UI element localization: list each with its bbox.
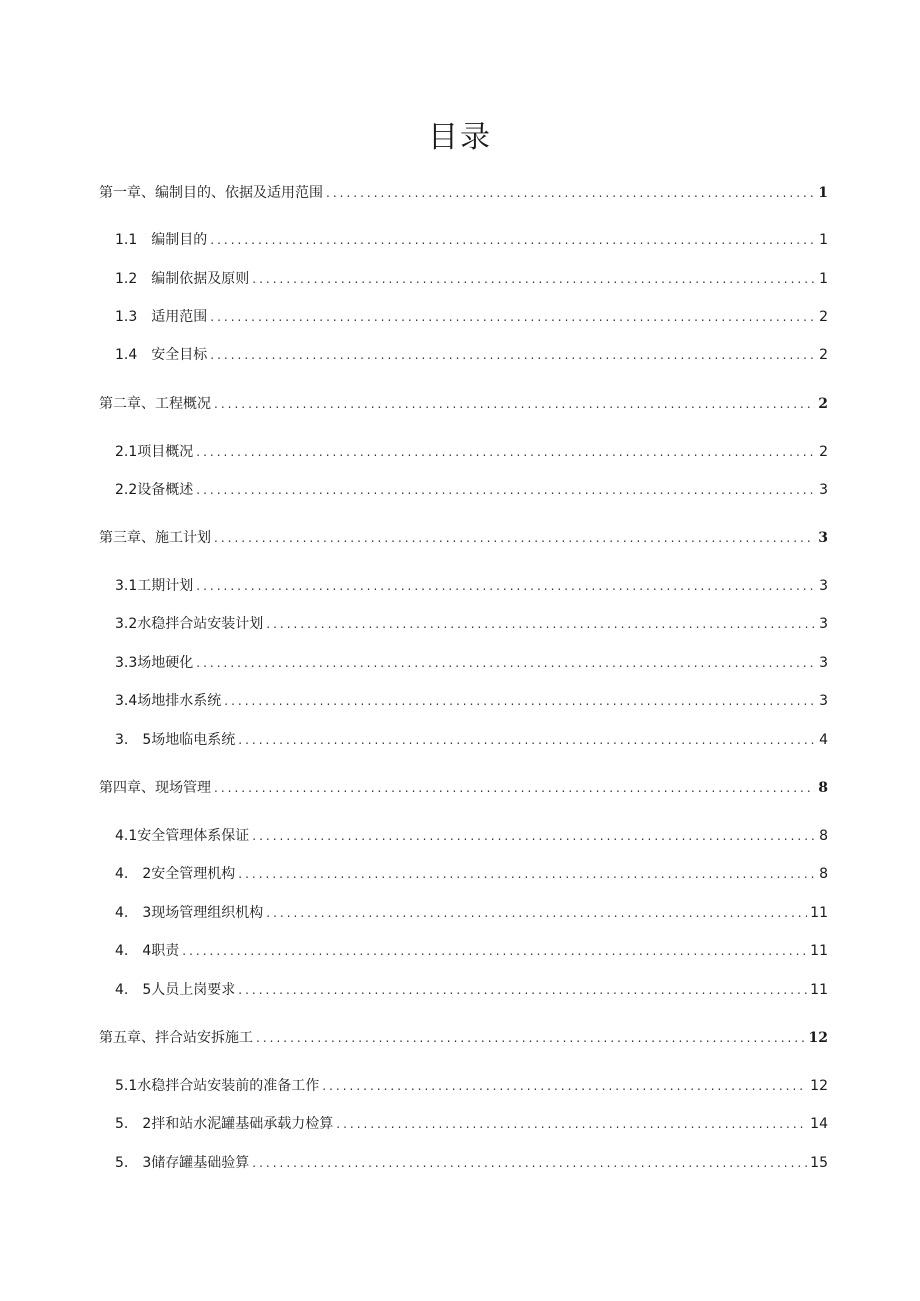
toc-entry-label: 1.2 编制依据及原则 bbox=[115, 271, 250, 287]
toc-entry-label: 第四章、现场管理 bbox=[99, 780, 211, 796]
toc-page-number: 14 bbox=[810, 1116, 828, 1132]
toc-page-number: 15 bbox=[810, 1155, 828, 1171]
toc-dot-leader bbox=[336, 1113, 807, 1135]
toc-page-number: 1 bbox=[819, 271, 828, 287]
toc-section[interactable] bbox=[115, 863, 828, 885]
toc-entry-label: 4.1安全管理体系保证 bbox=[115, 828, 250, 844]
toc-dot-leader bbox=[196, 652, 816, 674]
toc-section[interactable] bbox=[115, 575, 828, 597]
toc-dot-leader bbox=[224, 690, 816, 712]
toc-page-number: 11 bbox=[810, 943, 828, 959]
toc-entry-label: 4. 4职责 bbox=[115, 943, 180, 959]
toc-dot-leader bbox=[252, 825, 816, 847]
toc-entry-label: 第三章、施工计划 bbox=[99, 530, 211, 546]
toc-page-number: 8 bbox=[819, 828, 828, 844]
toc-entry-label: 3.4场地排水系统 bbox=[115, 693, 222, 709]
toc-section[interactable] bbox=[115, 825, 828, 847]
toc-section[interactable] bbox=[115, 652, 828, 674]
toc-section[interactable] bbox=[115, 613, 828, 635]
toc-section[interactable] bbox=[115, 729, 828, 751]
toc-page-number: 2 bbox=[819, 309, 828, 325]
toc-chapter[interactable] bbox=[99, 527, 828, 549]
toc-section[interactable] bbox=[115, 306, 828, 328]
toc-entry-label: 3.3场地硬化 bbox=[115, 655, 194, 671]
toc-entry-label: 2.2设备概述 bbox=[115, 482, 194, 498]
toc-page-number: 12 bbox=[810, 1078, 828, 1094]
toc-page-number: 3 bbox=[819, 616, 828, 632]
toc-dot-leader bbox=[256, 1027, 806, 1049]
toc-dot-leader bbox=[252, 1152, 807, 1174]
toc-entry-label: 2.1项目概况 bbox=[115, 444, 194, 460]
toc-dot-leader bbox=[210, 344, 816, 366]
toc-chapter[interactable] bbox=[99, 393, 828, 415]
toc-entry-label: 3. 5场地临电系统 bbox=[115, 732, 236, 748]
toc-page-number: 3 bbox=[818, 530, 828, 546]
toc-page-number: 8 bbox=[818, 780, 828, 796]
toc-dot-leader bbox=[238, 979, 807, 1001]
toc-dot-leader bbox=[238, 729, 816, 751]
toc-chapter[interactable] bbox=[99, 182, 828, 204]
toc-entry-label: 5. 3储存罐基础验算 bbox=[115, 1155, 250, 1171]
toc-dot-leader bbox=[326, 182, 815, 204]
toc-page-number: 3 bbox=[819, 482, 828, 498]
page-title: 目录 bbox=[428, 120, 492, 155]
toc-section[interactable] bbox=[115, 940, 828, 962]
toc-page-number: 4 bbox=[819, 732, 828, 748]
toc-dot-leader bbox=[210, 306, 816, 328]
toc-page-number: 1 bbox=[818, 185, 828, 201]
toc-entry-label: 第五章、拌合站安拆施工 bbox=[99, 1030, 253, 1046]
toc-page-number: 11 bbox=[810, 982, 828, 998]
toc-dot-leader bbox=[252, 268, 816, 290]
toc-page-number: 3 bbox=[819, 578, 828, 594]
toc-dot-leader bbox=[238, 863, 816, 885]
toc-entry-label: 3.1工期计划 bbox=[115, 578, 194, 594]
toc-page-number: 2 bbox=[819, 444, 828, 460]
toc-dot-leader bbox=[266, 613, 816, 635]
toc-entry-label: 第一章、编制目的、依据及适用范围 bbox=[99, 185, 323, 201]
toc-page-number: 11 bbox=[810, 905, 828, 921]
toc-section[interactable] bbox=[115, 268, 828, 290]
toc-dot-leader bbox=[214, 527, 815, 549]
toc-entry-label: 5. 2拌和站水泥罐基础承载力检算 bbox=[115, 1116, 334, 1132]
toc-entry-label: 4. 3现场管理组织机构 bbox=[115, 905, 264, 921]
toc-page-number: 8 bbox=[819, 866, 828, 882]
toc-entry-label: 5.1水稳拌合站安装前的准备工作 bbox=[115, 1078, 320, 1094]
toc-section[interactable] bbox=[115, 229, 828, 251]
toc-page-number: 3 bbox=[819, 693, 828, 709]
toc-entry-label: 3.2水稳拌合站安装计划 bbox=[115, 616, 264, 632]
toc-dot-leader bbox=[196, 441, 816, 463]
toc-dot-leader bbox=[196, 479, 816, 501]
toc-entry-label: 1.1 编制目的 bbox=[115, 232, 208, 248]
toc-section[interactable] bbox=[115, 1075, 828, 1097]
toc-section[interactable] bbox=[115, 979, 828, 1001]
toc-dot-leader bbox=[214, 777, 815, 799]
toc-entry-label: 1.3 适用范围 bbox=[115, 309, 208, 325]
toc-page-number: 1 bbox=[819, 232, 828, 248]
toc-section[interactable] bbox=[115, 1152, 828, 1174]
toc-entry-label: 1.4 安全目标 bbox=[115, 347, 208, 363]
toc-dot-leader bbox=[214, 393, 815, 415]
toc-page-number: 2 bbox=[819, 347, 828, 363]
toc-entry-label: 4. 2安全管理机构 bbox=[115, 866, 236, 882]
toc-section[interactable] bbox=[115, 690, 828, 712]
toc-dot-leader bbox=[322, 1075, 807, 1097]
toc-dot-leader bbox=[210, 229, 816, 251]
toc-section[interactable] bbox=[115, 479, 828, 501]
toc-section[interactable] bbox=[115, 344, 828, 366]
toc-section[interactable] bbox=[115, 902, 828, 924]
toc-page-number: 12 bbox=[808, 1030, 828, 1046]
toc-entry-label: 第二章、工程概况 bbox=[99, 396, 211, 412]
toc-chapter[interactable] bbox=[99, 777, 828, 799]
toc-dot-leader bbox=[266, 902, 807, 924]
toc-section[interactable] bbox=[115, 441, 828, 463]
toc-entry-label: 4. 5人员上岗要求 bbox=[115, 982, 236, 998]
toc-dot-leader bbox=[182, 940, 807, 962]
toc-page-number: 2 bbox=[818, 396, 828, 412]
toc-chapter[interactable] bbox=[99, 1027, 828, 1049]
toc-dot-leader bbox=[196, 575, 816, 597]
toc-section[interactable] bbox=[115, 1113, 828, 1135]
toc-page-number: 3 bbox=[819, 655, 828, 671]
